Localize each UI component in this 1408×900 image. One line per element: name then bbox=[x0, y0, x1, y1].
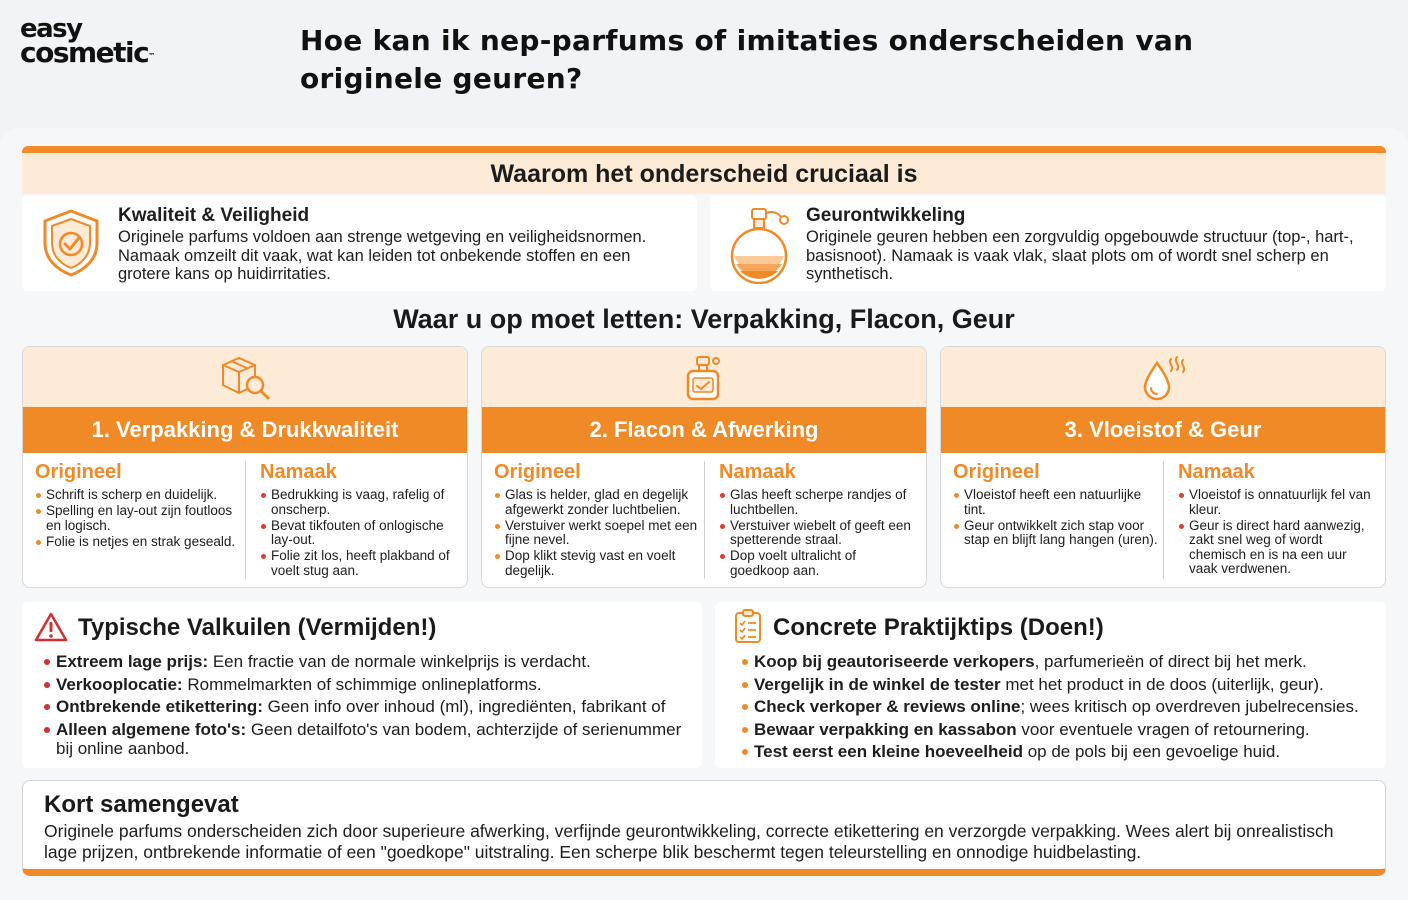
perfume-flacon-icon bbox=[678, 353, 730, 403]
why-card-quality bbox=[22, 196, 697, 291]
list-item: Verstuiver werkt soepel met een fijne nevel. bbox=[494, 519, 699, 548]
list-item: Alleen algemene foto's: Geen detailfoto's van bodem, achterzijde of serienummer bij online aanbod. bbox=[44, 720, 694, 758]
list-item: Spelling en lay-out zijn foutloos en logisch. bbox=[35, 504, 240, 533]
warning-triangle-icon bbox=[34, 612, 68, 642]
list-item: Koop bij geautoriseerde verkopers, parfumerieën of direct bij het merk. bbox=[742, 652, 1382, 671]
original-list bbox=[35, 461, 240, 551]
fake-label: Namaak bbox=[260, 461, 337, 483]
column-title: 3. Vloeistof & Geur bbox=[941, 407, 1385, 453]
list-item: Dop klikt stevig vast en voelt degelijk. bbox=[494, 549, 699, 578]
list-item: Check verkoper & reviews online; wees kritisch op overdreven jubelrecensies. bbox=[742, 697, 1382, 716]
page-title: Hoe kan ik nep-parfums of imitaties onderscheiden van originele geuren? bbox=[300, 24, 1194, 95]
tips-title: Concrete Praktijktips (Doen!) bbox=[773, 614, 1104, 641]
logo-line-1: easy bbox=[20, 14, 82, 44]
check-column-bottle bbox=[481, 346, 927, 588]
summary-box bbox=[22, 780, 1386, 876]
fake-label: Namaak bbox=[719, 461, 796, 483]
list-item: Glas is helder, glad en degelijk afgewerkt zonder luchtbelien. bbox=[494, 488, 699, 517]
original-list bbox=[953, 461, 1158, 549]
column-title: 1. Verpakking & Drukkwaliteit bbox=[23, 407, 467, 453]
check-column-packaging bbox=[22, 346, 468, 588]
list-item: Ontbrekende etikettering: Geen info over inhoud (ml), ingrediënten, fabrikant of bbox=[44, 697, 694, 716]
pitfalls-title: Typische Valkuilen (Vermijden!) bbox=[78, 614, 437, 641]
column-divider bbox=[704, 461, 705, 579]
list-item: Vergelijk in de winkel de tester met het product in de doos (uiterlijk, geur). bbox=[742, 675, 1382, 694]
original-label: Origineel bbox=[494, 461, 581, 483]
original-label: Origineel bbox=[953, 461, 1040, 483]
column-icon-band bbox=[482, 347, 926, 407]
list-item: Bewaar verpakking en kassabon voor eventuele vragen of retournering. bbox=[742, 720, 1382, 739]
list-item: Extreem lage prijs: Een fractie van de normale winkelprijs is verdacht. bbox=[44, 652, 694, 671]
list-item: Geur is direct hard aanwezig, zakt snel weg of wordt chemisch en is na een uur vaak verdwenen. bbox=[1178, 519, 1378, 577]
why-card-text: Originele parfums voldoen aan strenge wetgeving en veiligheidsnormen. Namaak omzeilt dit vaak, wat kan leiden tot onbekende stoffen en een grotere kans op huidirritaties. bbox=[118, 228, 647, 283]
original-list bbox=[494, 461, 699, 580]
brand-logo[interactable] bbox=[20, 14, 156, 69]
list-item: Verstuiver wiebelt of geeft een spetterende straal. bbox=[719, 519, 919, 548]
pitfalls-box bbox=[22, 602, 702, 768]
why-card-title: Geurontwikkeling bbox=[806, 205, 966, 226]
tips-box bbox=[715, 602, 1386, 768]
list-item: Bevat tikfouten of onlogische lay-out. bbox=[260, 519, 460, 548]
why-section-title: Waarom het onderscheid cruciaal is bbox=[490, 160, 918, 188]
summary-title: Kort samengevat bbox=[44, 791, 239, 818]
list-item: Vloeistof is onnatuurlijk fel van kleur. bbox=[1178, 488, 1378, 517]
clipboard-list-icon bbox=[733, 608, 763, 644]
list-item: Vloeistof heeft een natuurlijke tint. bbox=[953, 488, 1158, 517]
why-card-text: Originele geuren hebben een zorgvuldig opgebouwde structuur (top-, hart-, basisnoot). Namaak is vaak vlak, slaat plots om of wordt snel scherp en synthetisch. bbox=[806, 228, 1354, 283]
why-card-scent bbox=[710, 196, 1386, 291]
why-card-title: Kwaliteit & Veiligheid bbox=[118, 205, 310, 226]
list-item: Verkooplocatie: Rommelmarkten of schimmige onlineplatforms. bbox=[44, 675, 694, 694]
summary-text: Originele parfums onderscheiden zich door superieure afwerking, verfijnde geurontwikkeling, correcte etikettering en verzorgde verpakking. Wees alert bij onrealistisch lage prijzen, ontbrekende informatie of een "goedkope" uitstraling. Een scherpe blik beschermt tegen teleurstelling en onnodige huidbelasting. bbox=[44, 821, 1334, 862]
list-item: Schrift is scherp en duidelijk. bbox=[35, 488, 240, 503]
check-section-title: Waar u op moet letten: Verpakking, Flacon, Geur bbox=[393, 304, 1015, 334]
column-divider bbox=[245, 461, 246, 579]
perfume-bottle-icon bbox=[724, 204, 792, 284]
fake-list bbox=[1178, 461, 1378, 578]
fake-label: Namaak bbox=[1178, 461, 1255, 483]
list-item: Dop voelt ultralicht of goedkoop aan. bbox=[719, 549, 919, 578]
droplet-scent-icon bbox=[1137, 353, 1189, 403]
list-item: Folie zit los, heeft plakband of voelt stug aan. bbox=[260, 549, 460, 578]
list-item: Geur ontwikkelt zich stap voor stap en blijft lang hangen (uren). bbox=[953, 519, 1158, 548]
column-title: 2. Flacon & Afwerking bbox=[482, 407, 926, 453]
list-item: Test eerst een kleine hoeveelheid op de pols bij een gevoelige huid. bbox=[742, 742, 1382, 761]
original-label: Origineel bbox=[35, 461, 122, 483]
shield-check-icon bbox=[40, 208, 102, 278]
fake-list bbox=[719, 461, 919, 580]
why-section-header bbox=[22, 146, 1386, 194]
list-item: Folie is netjes en strak geseald. bbox=[35, 535, 240, 550]
fake-list bbox=[260, 461, 460, 580]
column-divider bbox=[1163, 461, 1164, 579]
check-column-scent bbox=[940, 346, 1386, 588]
list-item: Glas heeft scherpe randjes of luchtbellen. bbox=[719, 488, 919, 517]
list-item: Bedrukking is vaag, rafelig of onscherp. bbox=[260, 488, 460, 517]
column-icon-band bbox=[23, 347, 467, 407]
column-icon-band bbox=[941, 347, 1385, 407]
logo-line-2: cosmetic™ bbox=[20, 36, 156, 69]
box-search-icon bbox=[219, 353, 271, 401]
